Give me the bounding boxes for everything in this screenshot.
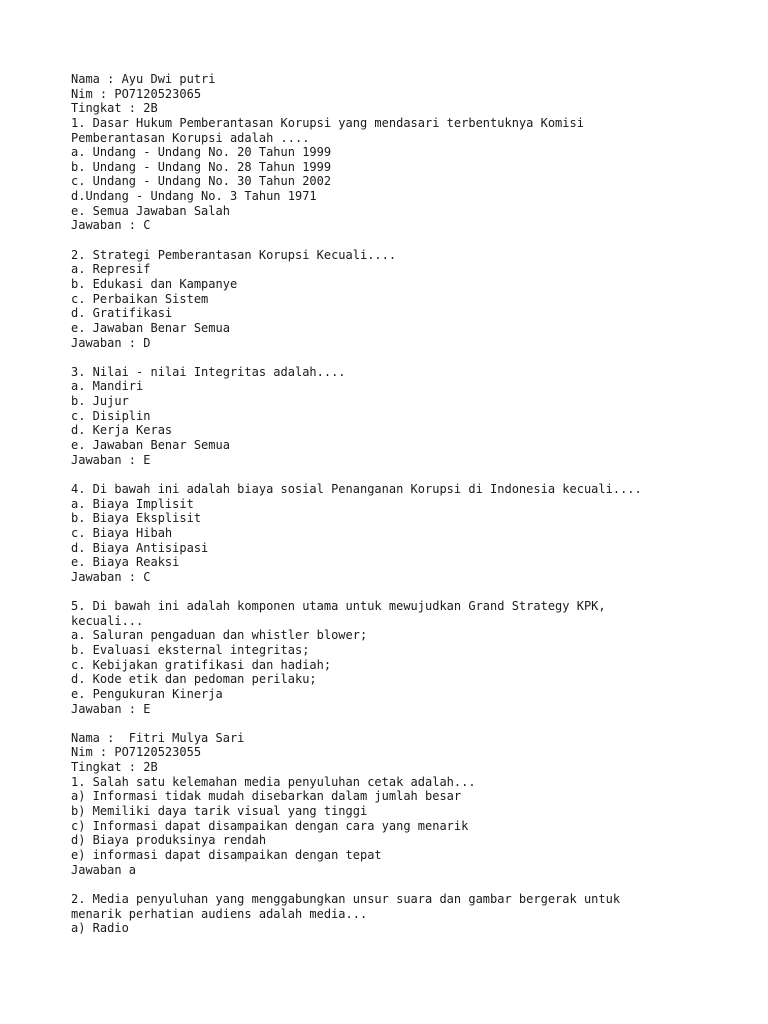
- text-line: Nama : Ayu Dwi putri: [71, 72, 216, 86]
- text-line: Nama : Fitri Mulya Sari: [71, 730, 245, 745]
- text-line: Tingkat : 2B: [71, 760, 158, 775]
- text-line: d. Biaya Antisipasi: [71, 540, 209, 555]
- text-line: a) Radio: [71, 921, 129, 936]
- text-line: b) Memiliki daya tarik visual yang tinggi: [71, 804, 368, 819]
- text-line: d. Kerja Keras: [71, 423, 173, 438]
- blank-line: [71, 716, 761, 731]
- text-line: Jawaban : C: [71, 569, 151, 584]
- text-line: a. Saluran pengaduan dan whistler blower;: [71, 628, 368, 643]
- text-line: 1. Dasar Hukum Pemberantasan Korupsi yang mendasari terbentuknya Komisi: [71, 115, 584, 130]
- text-line: Jawaban : D: [71, 335, 151, 350]
- text-line: e. Jawaban Benar Semua: [71, 438, 230, 453]
- text-line: d) Biaya produksinya rendah: [71, 833, 267, 848]
- text-line: d. Gratifikasi: [71, 306, 173, 321]
- text-line: a) Informasi tidak mudah disebarkan dalam jumlah besar: [71, 789, 462, 804]
- text-line: a. Mandiri: [71, 379, 144, 394]
- text-line: b. Undang - Undang No. 28 Tahun 1999: [71, 159, 332, 174]
- blank-line: [71, 877, 761, 892]
- text-line: Jawaban a: [71, 862, 137, 877]
- text-line: c. Disiplin: [71, 408, 151, 423]
- text-line: b. Evaluasi eksternal integritas;: [71, 642, 310, 657]
- blank-line: [71, 467, 761, 482]
- text-line: e. Semua Jawaban Salah: [71, 203, 230, 218]
- text-line: d. Kode etik dan pedoman perilaku;: [71, 672, 317, 687]
- text-line: a. Undang - Undang No. 20 Tahun 1999: [71, 145, 332, 160]
- document-page: [71, 72, 761, 936]
- text-line: Jawaban : C: [71, 218, 151, 233]
- text-line: Jawaban : E: [71, 701, 151, 716]
- text-line: e. Biaya Reaksi: [71, 555, 180, 570]
- text-line: d.Undang - Undang No. 3 Tahun 1971: [71, 189, 317, 204]
- text-line: menarik perhatian audiens adalah media...: [71, 906, 368, 921]
- text-line: a. Represif: [71, 262, 151, 277]
- text-line: e) informasi dapat disampaikan dengan tepat: [71, 847, 382, 862]
- text-line: e. Jawaban Benar Semua: [71, 320, 230, 335]
- text-line: c. Kebijakan gratifikasi dan hadiah;: [71, 657, 332, 672]
- text-line: Nim : PO7120523065: [71, 86, 202, 101]
- blank-line: [71, 350, 761, 365]
- text-line: Jawaban : E: [71, 452, 151, 467]
- blank-line: [71, 233, 761, 248]
- text-line: Tingkat : 2B: [71, 101, 158, 116]
- text-line: b. Jujur: [71, 394, 129, 409]
- text-line: kecuali...: [71, 613, 144, 628]
- text-line: Pemberantasan Korupsi adalah ....: [71, 130, 310, 145]
- text-line: a. Biaya Implisit: [71, 496, 194, 511]
- text-line: c) Informasi dapat disampaikan dengan cara yang menarik: [71, 818, 469, 833]
- text-line: c. Undang - Undang No. 30 Tahun 2002: [71, 174, 332, 189]
- text-line: 2. Strategi Pemberantasan Korupsi Kecuali....: [71, 247, 397, 262]
- text-line: 3. Nilai - nilai Integritas adalah....: [71, 364, 346, 379]
- text-line: Nim : PO7120523055: [71, 745, 202, 760]
- text-line: 4. Di bawah ini adalah biaya sosial Penanganan Korupsi di Indonesia kecuali....: [71, 481, 642, 496]
- text-line: c. Perbaikan Sistem: [71, 291, 209, 306]
- text-line: c. Biaya Hibah: [71, 525, 173, 540]
- text-line: 5. Di bawah ini adalah komponen utama untuk mewujudkan Grand Strategy KPK,: [71, 599, 606, 614]
- blank-line: [71, 584, 761, 599]
- text-line: b. Biaya Eksplisit: [71, 511, 202, 526]
- text-line: e. Pengukuran Kinerja: [71, 686, 223, 701]
- text-line: 1. Salah satu kelemahan media penyuluhan cetak adalah...: [71, 774, 476, 789]
- text-line: b. Edukasi dan Kampanye: [71, 276, 238, 291]
- text-line: 2. Media penyuluhan yang menggabungkan unsur suara dan gambar bergerak untuk: [71, 891, 621, 906]
